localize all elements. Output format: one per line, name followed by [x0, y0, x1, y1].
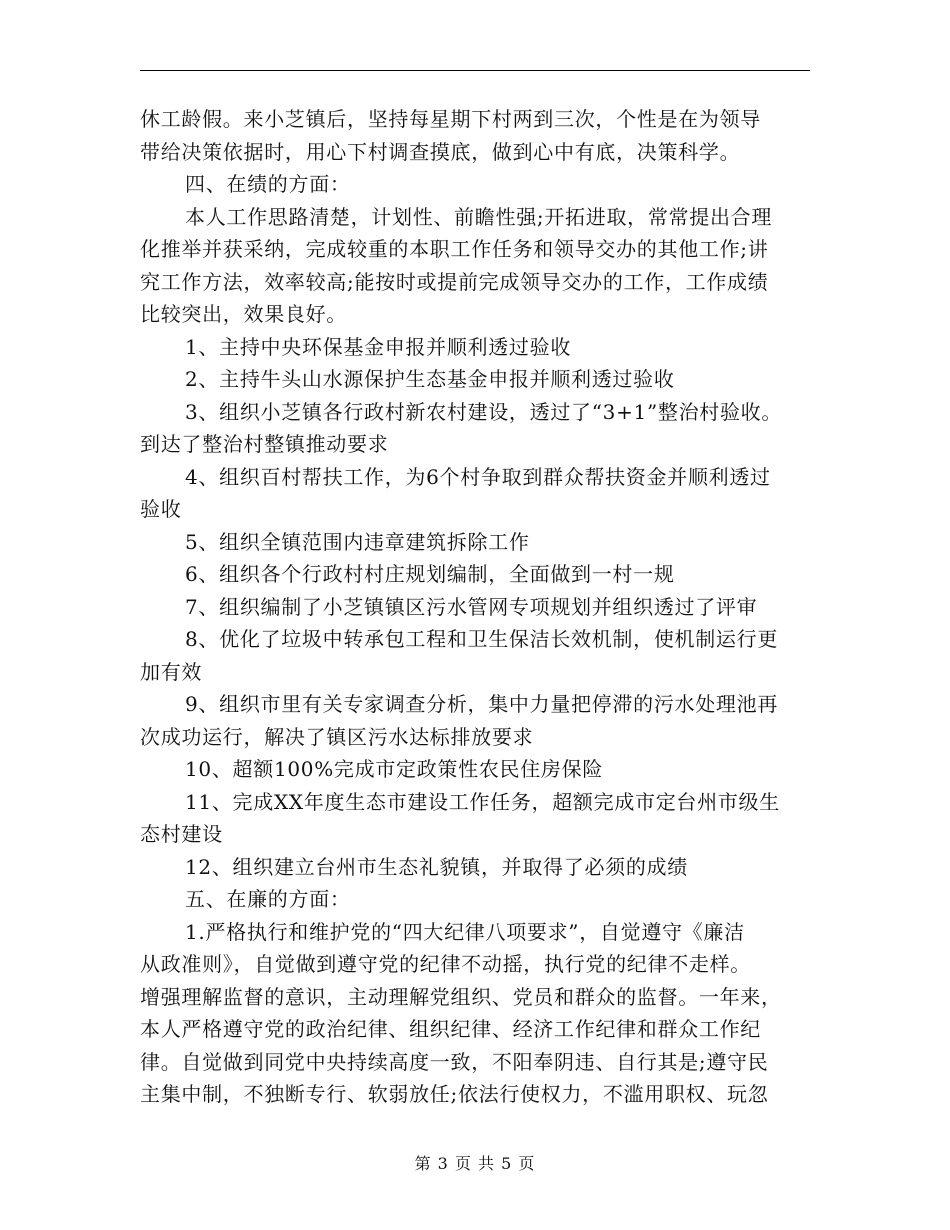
list-item: 10、超额100%完成市定政策性农民住房保险	[185, 757, 604, 781]
list-item: 7、组织编制了小芝镇镇区污水管网专项规划并组织透过了评审	[185, 594, 758, 619]
text-line: 本人严格遵守党的政治纪律、组织纪律、经济工作纪律和群众工作纪	[140, 1017, 761, 1041]
text-line: 化推举并获采纳，完成较重的本职工作任务和领导交办的其他工作;讲	[140, 237, 769, 261]
list-item: 5、组织全镇范围内违章建筑拆除工作	[185, 529, 530, 554]
text-line: 究工作方法，效率较高;能按时或提前完成领导交办的工作，工作成绩	[140, 269, 769, 294]
list-item: 6、组织各个行政村村庄规划编制，全面做到一村一规	[185, 562, 675, 586]
text-line: 律。自觉做到同党中央持续高度一致，不阳奉阴违、自行其是;遵守民	[140, 1049, 769, 1074]
list-item: 1、主持中央环保基金申报并顺利透过验收	[185, 334, 572, 359]
text-line: 从政准则》，自觉做到遵守党的纪律不动摇，执行党的纪律不走样。	[140, 952, 751, 976]
text-line: 比较突出，效果良好。	[140, 302, 347, 326]
list-item: 11、完成XX年度生态市建设工作任务，超额完成市定台州市级生	[185, 789, 780, 814]
list-item-continuation: 次成功运行，解决了镇区污水达标排放要求	[140, 724, 534, 749]
text-line: 本人工作思路清楚，计划性、前瞻性强;开拓进取，常常提出合理	[185, 204, 773, 229]
list-item-continuation: 加有效	[140, 659, 203, 684]
text-line: 增强理解监督的意识，主动理解党组织、党员和群众的监督。一年来，	[140, 984, 782, 1009]
section-heading: 四、在绩的方面：	[185, 172, 351, 196]
document-body	[140, 103, 812, 1111]
list-item: 4、组织百村帮扶工作，为6个村争取到群众帮扶资金并顺利透过	[185, 464, 771, 489]
list-item: 3、组织小芝镇各行政村新农村建设，透过了“3+1”整治村验收。	[185, 399, 783, 424]
section-heading: 五、在廉的方面：	[185, 887, 351, 911]
list-item: 2、主持牛头山水源保护生态基金申报并顺利透过验收	[185, 367, 675, 391]
list-item-continuation: 态村建设	[140, 822, 223, 846]
list-item-continuation: 到达了整治村整镇推动要求	[140, 432, 389, 456]
text-line: 带给决策依据时，用心下村调查摸底，做到心中有底，决策科学。	[140, 139, 741, 164]
text-line: 主集中制，不独断专行、软弱放任;依法行使权力，不滥用职权、玩忽	[140, 1082, 769, 1106]
list-item-continuation: 验收	[140, 497, 182, 521]
list-item: 9、组织市里有关专家调查分析，集中力量把停滞的污水处理池再	[185, 692, 779, 716]
list-item: 8、优化了垃圾中转承包工程和卫生保洁长效机制，使机制运行更	[185, 627, 779, 651]
list-item: 12、组织建立台州市生态礼貌镇，并取得了必须的成绩	[185, 854, 688, 879]
page-number: 第 3 页 共 5 页	[414, 1154, 536, 1173]
header-rule	[140, 70, 810, 71]
text-line: 休工龄假。来小芝镇后，坚持每星期下村两到三次，个性是在为领导	[140, 107, 761, 131]
text-line: 1.严格执行和维护党的“四大纪律八项要求”，自觉遵守《廉洁	[185, 919, 745, 944]
